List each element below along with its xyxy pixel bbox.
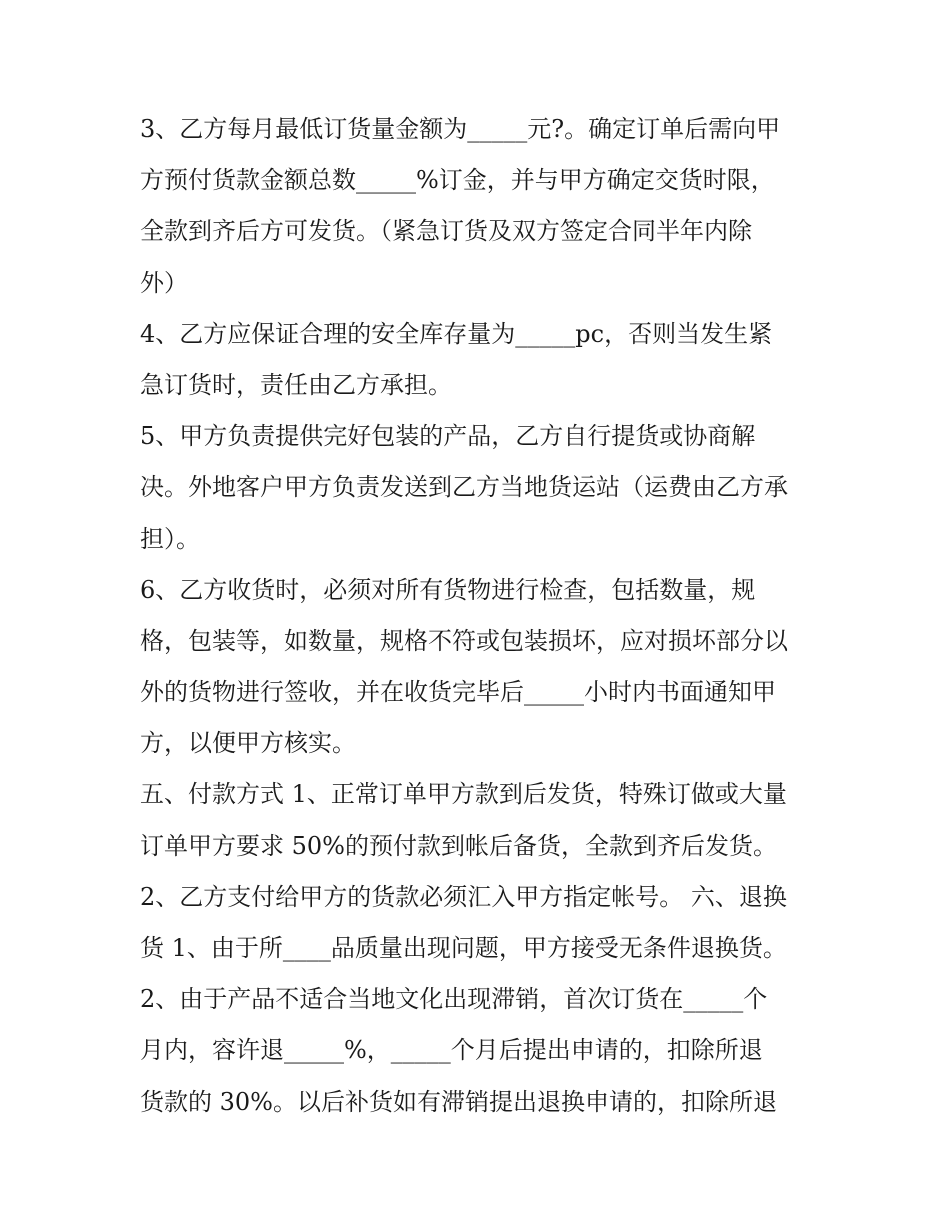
text-line: 五、付款方式 1、正常订单甲方款到后发货，特殊订做或大量 bbox=[140, 780, 787, 809]
text-line: 2、乙方支付给甲方的货款必须汇入甲方指定帐号。 六、退换 bbox=[140, 882, 787, 911]
text-line: 决。外地客户甲方负责发送到乙方当地货运站（运费由乙方承 bbox=[140, 473, 788, 502]
text-line: 急订货时，责任由乙方承担。 bbox=[140, 370, 452, 399]
text-line: 月内，容许退_____%，_____个月后提出申请的，扣除所退 bbox=[140, 1036, 763, 1065]
text-line: 格，包装等，如数量，规格不符或包装损坏，应对损坏部分以 bbox=[140, 626, 788, 655]
text-line: 全款到齐后方可发货。（紧急订货及双方签定合同半年内除 bbox=[140, 217, 752, 246]
text-line: 订单甲方要求 50%的预付款到帐后备货，全款到齐后发货。 bbox=[140, 831, 777, 860]
text-line: 外的货物进行签收，并在收货完毕后_____小时内书面通知甲 bbox=[140, 678, 776, 707]
text-line: 方预付货款金额总数_____%订金，并与甲方确定交货时限， bbox=[140, 166, 775, 195]
text-line: 5、甲方负责提供完好包装的产品，乙方自行提货或协商解 bbox=[140, 422, 756, 451]
text-line: 外） bbox=[140, 268, 188, 297]
text-line: 货款的 30%。以后补货如有滞销提出退换申请的，扣除所退 bbox=[140, 1087, 777, 1116]
text-line: 2、由于产品不适合当地文化出现滞销，首次订货在_____个 bbox=[140, 985, 768, 1014]
text-line: 担）。 bbox=[140, 524, 200, 553]
contract-body bbox=[140, 104, 820, 1128]
text-line: 方，以便甲方核实。 bbox=[140, 729, 356, 758]
text-line: 4、乙方应保证合理的安全库存量为_____pc，否则当发生紧 bbox=[140, 319, 773, 348]
text-line: 6、乙方收货时，必须对所有货物进行检查，包括数量，规 bbox=[140, 575, 756, 604]
text-line: 货 1、由于所____品质量出现问题，甲方接受无条件退换货。 bbox=[140, 934, 787, 962]
text-line: 3、乙方每月最低订货量金额为_____元?。确定订单后需向甲 bbox=[140, 115, 781, 143]
